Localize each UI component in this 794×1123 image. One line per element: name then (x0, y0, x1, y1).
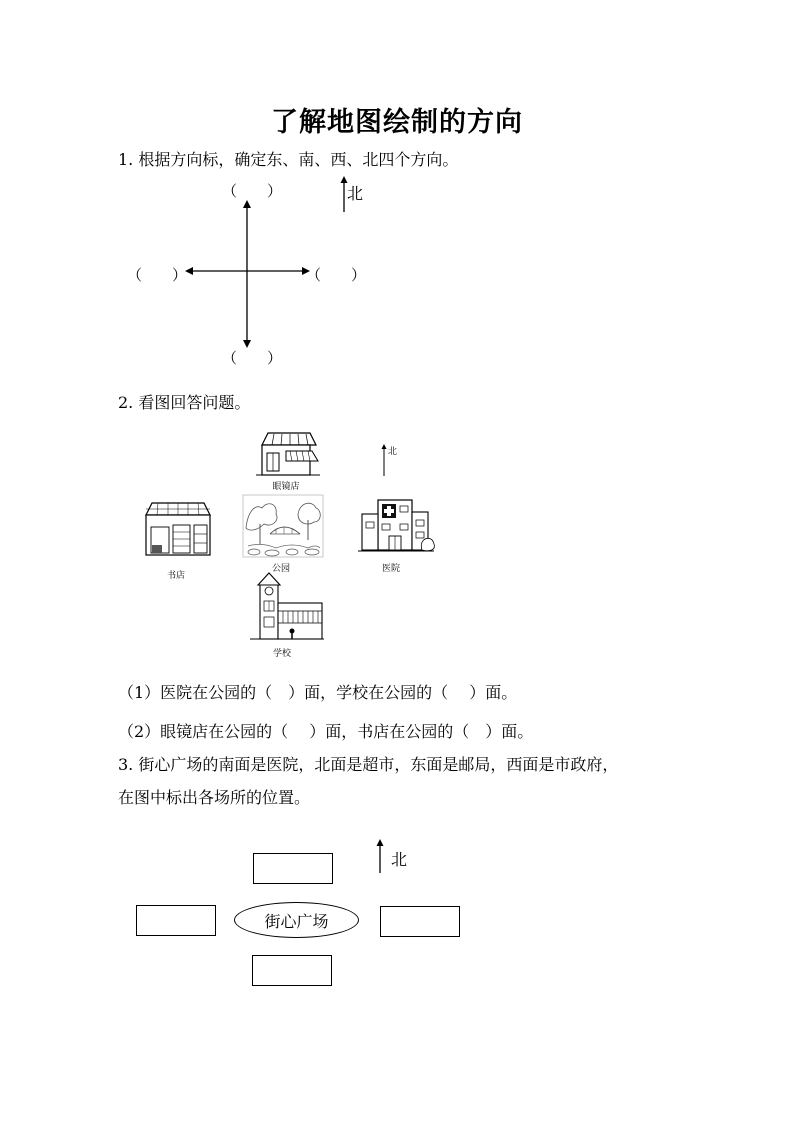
north-label: 北 (347, 184, 364, 203)
question-2-prompt: 2. 看图回答问题。 (118, 393, 251, 412)
page-title: 了解地图绘制的方向 (271, 107, 523, 138)
hospital-label: 医院 (381, 564, 400, 574)
central-square-ellipse (234, 902, 359, 938)
question-3-prompt-line-2: 在图中标出各场所的位置。 (118, 788, 311, 807)
blank-top[interactable]: （ ） (222, 182, 283, 200)
answer-box-south[interactable] (252, 955, 332, 986)
glasses-shop-label: 眼镜店 (272, 482, 300, 492)
central-square-label: 街心广场 (264, 911, 329, 931)
blank-left[interactable]: （ ） (127, 266, 188, 284)
question-2-sub-1: （1）医院在公园的（ ）面，学校在公园的（ ）面。 (118, 683, 518, 702)
bookstore-icon (143, 501, 213, 557)
bookstore-label: 书店 (166, 571, 185, 581)
answer-box-east[interactable] (380, 906, 460, 937)
direction-cross-icon (185, 200, 310, 348)
blank-bottom[interactable]: （ ） (222, 349, 283, 367)
question-3-prompt-line-1: 3. 街心广场的南面是医院，北面是超市，东面是邮局，西面是市政府， (118, 755, 619, 774)
blank-right[interactable]: （ ） (306, 266, 367, 284)
park-icon (242, 494, 324, 558)
north-label-q3: 北 (391, 850, 408, 869)
answer-box-north[interactable] (253, 853, 333, 884)
glasses-shop-icon (256, 431, 320, 477)
question-2-sub-2: （2）眼镜店在公园的（ ）面，书店在公园的（ ）面。 (118, 722, 534, 741)
question-1-prompt: 1. 根据方向标，确定东、南、西、北四个方向。 (118, 150, 459, 169)
hospital-icon (358, 496, 434, 556)
north-arrow-small-icon (380, 444, 388, 476)
school-label: 学校 (272, 649, 291, 659)
school-icon (250, 573, 324, 643)
answer-box-west[interactable] (136, 905, 216, 936)
north-label-small: 北 (388, 447, 398, 457)
park-label: 公园 (271, 564, 290, 574)
north-arrow-q3-icon (375, 839, 385, 873)
